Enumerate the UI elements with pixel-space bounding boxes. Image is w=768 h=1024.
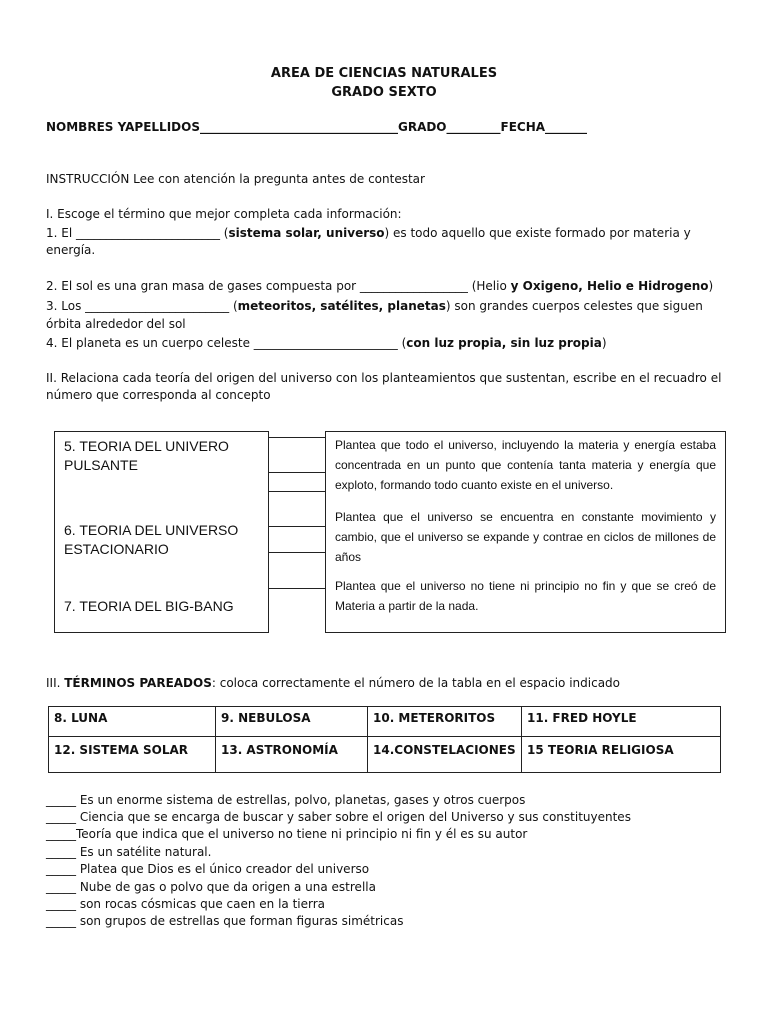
table-row (49, 737, 721, 773)
q3-pre: 3. Los ________________________ ( (46, 299, 238, 313)
description-3: Plantea que el universo no tiene ni principio no fin y que se creó de Materia a partir de la nada. (335, 579, 716, 613)
theory-6-line2: ESTACIONARIO (64, 541, 169, 557)
q2-post: ) (708, 279, 714, 293)
matching-item-8[interactable]: _____ son grupos de estrellas que forman figuras simétricas (46, 914, 404, 928)
q2-options: y Oxigeno, Helio e Hidrogeno (510, 279, 709, 293)
matching-item-4[interactable]: _____ Es un satélite natural. (46, 845, 212, 859)
table-cell: 15 TEORIA RELIGIOSA (522, 737, 721, 773)
matching-item-3[interactable]: _____Teoría que indica que el universo no tiene ni principio ni fin y él es su autor (46, 827, 528, 841)
section3-instructions: : coloca correctamente el número de la tabla en el espacio indicado (211, 676, 621, 690)
student-fields: NOMBRES YAPELLIDOS_________________________________GRADO_________FECHA_______ (46, 120, 588, 134)
theories-box (54, 431, 269, 633)
q3-options: meteoritos, satélites, planetas (237, 299, 446, 313)
answer-line[interactable] (269, 552, 325, 553)
table-cell: 10. METERORITOS (368, 707, 522, 737)
answer-line[interactable] (269, 588, 325, 589)
theory-7-line1: 7. TEORIA DEL BIG-BANG (64, 598, 234, 614)
theory-6 (64, 521, 238, 559)
q1-options: sistema solar, universo (228, 226, 385, 240)
q1-post: ) es todo aquello que existe formado por materia y (384, 226, 691, 240)
answer-line[interactable] (269, 491, 325, 492)
question-3 (46, 299, 703, 313)
descriptions-box (325, 431, 726, 633)
q1-pre: 1. El ________________________ ( (46, 226, 229, 240)
table-cell: 9. NEBULOSA (216, 707, 368, 737)
matching-item-1[interactable]: _____ Es un enorme sistema de estrellas, polvo, planetas, gases y otros cuerpos (46, 793, 526, 807)
theory-5-line1: 5. TEORIA DEL UNIVERO (64, 438, 229, 454)
q3-post: ) son grandes cuerpos celestes que siguen (445, 299, 703, 313)
section3-heading (46, 676, 620, 690)
description-1: Plantea que todo el universo, incluyendo la materia y energía estaba concentrada en un punto que contenía tanta materia y energía que exploto, formando todo cuanto existe en el universo. (335, 438, 716, 492)
q4-pre: 4. El planeta es un cuerpo celeste ________________________ ( (46, 336, 407, 350)
theory-5-line2: PULSANTE (64, 457, 138, 473)
table-cell: 14.CONSTELACIONES (368, 737, 522, 773)
worksheet-title: AREA DE CIENCIAS NATURALES (270, 66, 498, 81)
section3-title: TÉRMINOS PAREADOS (64, 676, 212, 690)
description-2: Plantea que el universo se encuentra en constante movimiento y cambio, que el universo se expande y contrae en ciclos de millones de años (335, 510, 716, 564)
question-2 (46, 279, 713, 293)
section2-heading-line1: II. Relaciona cada teoría del origen del universo con los planteamientos que sustentan, escribe en el recuadro el (46, 371, 722, 385)
table-cell: 13. ASTRONOMÍA (216, 737, 368, 773)
matching-item-7[interactable]: _____ son rocas cósmicas que caen en la tierra (46, 897, 325, 911)
instruction-text: Lee con atención la pregunta antes de contestar (129, 172, 425, 186)
section3-prefix: III. (46, 676, 65, 690)
matching-item-5[interactable]: _____ Platea que Dios es el único creador del universo (46, 862, 370, 876)
q2-pre: 2. El sol es una gran masa de gases compuesta por __________________ (Helio (46, 279, 511, 293)
section2-heading-line2: número que corresponda al concepto (46, 388, 271, 402)
theory-7 (64, 597, 234, 616)
answer-line[interactable] (269, 437, 325, 438)
question-4 (46, 336, 607, 350)
terms-table (48, 706, 721, 773)
instruction-label: INSTRUCCIÓN (46, 172, 130, 186)
matching-item-6[interactable]: _____ Nube de gas o polvo que da origen a una estrella (46, 880, 376, 894)
question-1-cont: energía. (46, 243, 96, 257)
table-row (49, 707, 721, 737)
instruction-line (46, 172, 425, 186)
q4-options: con luz propia, sin luz propia (406, 336, 602, 350)
section1-heading: I. Escoge el término que mejor completa cada información: (46, 207, 402, 221)
grade-title: GRADO SEXTO (331, 85, 437, 100)
theory-6-line1: 6. TEORIA DEL UNIVERSO (64, 522, 239, 538)
q4-post: ) (601, 336, 607, 350)
table-cell: 11. FRED HOYLE (522, 707, 721, 737)
theory-5 (64, 437, 229, 475)
answer-line[interactable] (269, 472, 325, 473)
answer-line[interactable] (269, 526, 325, 527)
matching-item-2[interactable]: _____ Ciencia que se encarga de buscar y saber sobre el origen del Universo y sus constituyentes (46, 810, 631, 824)
question-3-cont: órbita alrededor del sol (46, 317, 186, 331)
question-1 (46, 226, 691, 240)
table-cell: 12. SISTEMA SOLAR (49, 737, 216, 773)
table-cell: 8. LUNA (49, 707, 216, 737)
